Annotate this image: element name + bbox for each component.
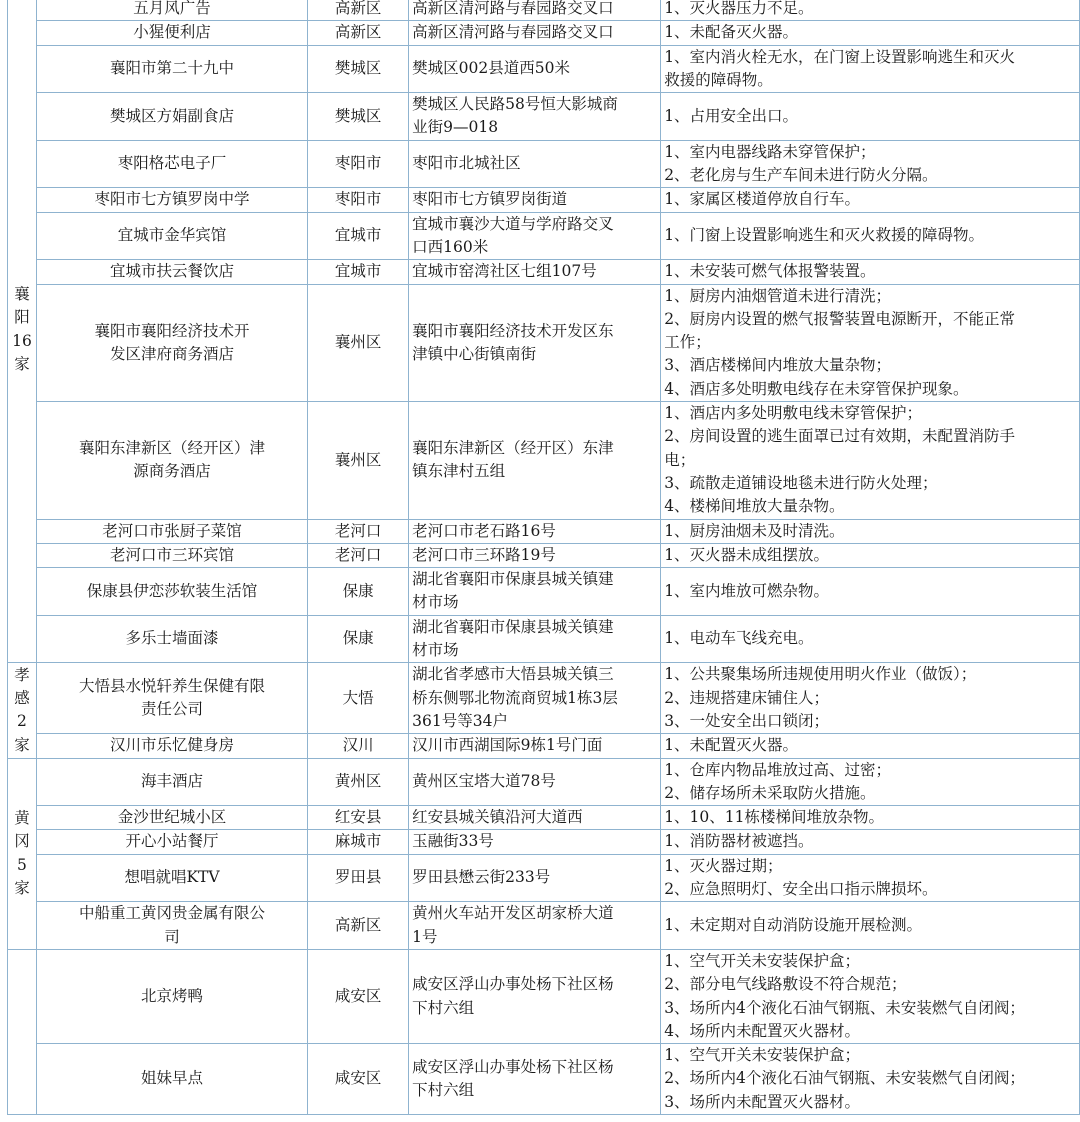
unit-name-cell-line: 老河口市三环宾馆 [110,545,235,564]
address-cell-line: 湖北省孝感市大悟县城关镇三 [412,665,614,684]
address-cell-line: 镇东津村五组 [412,462,506,481]
issues-cell-line: 1、灭火器压力不足。 [664,0,814,17]
district-cell: 麻城市 [308,830,409,854]
unit-name-cell [36,949,307,1043]
region-label-char: 冈 [14,832,30,851]
address-cell-line: 玉融街33号 [412,832,494,851]
issues-cell-line: 1、灭火器过期； [664,856,783,875]
address-cell [409,21,661,45]
unit-name-cell [36,1044,307,1115]
issues-cell [661,212,1080,260]
unit-name-cell [36,93,307,141]
table-row [8,806,1080,830]
address-cell [409,758,661,806]
address-cell-line: 襄阳市襄阳经济技术开发区东 [412,321,614,340]
issues-cell [661,902,1080,950]
unit-name-cell-line: 发区津府商务酒店 [110,344,235,363]
region-group-label [8,758,37,949]
unit-name-cell-line: 宜城市金华宾馆 [117,226,227,245]
address-cell-line: 口西160米 [412,237,489,256]
unit-name-cell [36,734,307,758]
unit-name-cell [36,188,307,212]
issues-cell-line: 1、酒店内多处明敷电线未穿管保护； [664,404,923,423]
issues-cell-line: 2、违规搭建床铺住人； [664,688,830,707]
district-cell: 宜城市 [308,260,409,284]
issues-cell-line: 1、未安装可燃气体报警装置。 [664,262,876,281]
district-cell: 高新区 [308,0,409,21]
issues-cell [661,734,1080,758]
district-cell: 汉川 [308,734,409,758]
unit-name-cell-line: 源商务酒店 [133,462,211,481]
issues-cell [661,188,1080,212]
unit-name-cell-line: 小猩便利店 [133,23,211,42]
issues-cell [661,854,1080,902]
address-cell [409,188,661,212]
issues-cell [661,93,1080,141]
address-cell [409,949,661,1043]
issues-cell-line: 1、消防器材被遮挡。 [664,832,814,851]
issues-cell-line: 1、电动车飞线充电。 [664,629,814,648]
issues-cell-line: 1、室内电器线路未穿管保护； [664,142,876,161]
issues-cell [661,140,1080,188]
issues-cell-line: 2、老化房与生产车间未进行防火分隔。 [664,166,938,185]
address-cell [409,402,661,520]
region-label-char: 孝 [14,665,30,684]
table-row [8,140,1080,188]
unit-name-cell [36,519,307,543]
address-cell [409,212,661,260]
district-cell: 黄州区 [308,758,409,806]
issues-cell [661,519,1080,543]
unit-name-cell-line: 开心小站餐厅 [125,832,219,851]
district-cell: 大悟 [308,663,409,734]
issues-cell [661,758,1080,806]
address-cell [409,45,661,93]
address-cell-line: 咸安区浮山办事处杨下社区杨 [412,1057,614,1076]
issues-cell [661,260,1080,284]
issues-cell-line: 1、门窗上设置影响逃生和灭火救援的障碍物。 [664,226,985,245]
unit-name-cell [36,758,307,806]
region-group-label [8,663,37,758]
unit-name-cell-line: 樊城区方娟副食店 [110,106,235,125]
unit-name-cell [36,21,307,45]
unit-name-cell [36,543,307,567]
issues-cell-line: 1、占用安全出口。 [664,106,799,125]
issues-cell-line: 1、厨房油烟未及时清洗。 [664,521,845,540]
district-cell: 高新区 [308,902,409,950]
issues-cell [661,949,1080,1043]
issues-cell-line: 1、未配置灭火器。 [664,736,799,755]
issues-cell-line: 2、房间设置的逃生面罩已过有效期，未配置消防手 [664,427,1016,446]
district-cell: 枣阳市 [308,188,409,212]
table-row [8,402,1080,520]
issues-cell-line: 1、未配备灭火器。 [664,23,799,42]
issues-cell-line: 3、酒店楼梯间内堆放大量杂物； [664,356,892,375]
table-row [8,21,1080,45]
table-row [8,854,1080,902]
table-row [8,543,1080,567]
table-row [8,188,1080,212]
address-cell-line: 襄阳东津新区（经开区）东津 [412,439,614,458]
unit-name-cell [36,830,307,854]
table-row [8,212,1080,260]
district-cell: 红安县 [308,806,409,830]
address-cell [409,140,661,188]
issues-cell-line: 1、空气开关未安装保护盒； [664,1046,861,1065]
issues-cell-line: 2、储存场所未采取防火措施。 [664,783,876,802]
address-cell [409,260,661,284]
district-cell: 咸安区 [308,949,409,1043]
district-cell: 老河口 [308,519,409,543]
issues-cell-line: 1、仓库内物品堆放过高、过密； [664,760,892,779]
district-cell: 老河口 [308,543,409,567]
issues-cell-line: 1、灭火器未成组摆放。 [664,545,830,564]
issues-cell-line: 2、厨房内设置的燃气报警装置电源断开，不能正常 [664,309,1016,328]
unit-name-cell [36,854,307,902]
issues-cell-line: 1、家属区楼道停放自行车。 [664,190,861,209]
address-cell-line: 枣阳市北城社区 [412,154,521,173]
issues-cell [661,284,1080,402]
issues-cell [661,615,1080,663]
district-cell: 保康 [308,615,409,663]
table-row [8,663,1080,734]
table-row [8,260,1080,284]
unit-name-cell-line: 汉川市乐忆健身房 [110,736,235,755]
address-cell [409,663,661,734]
unit-name-cell-line: 枣阳市七方镇罗岗中学 [94,190,250,209]
address-cell [409,568,661,616]
region-group-label [8,949,37,1114]
issues-cell [661,568,1080,616]
issues-cell-line: 4、酒店多处明敷电线存在未穿管保护现象。 [664,379,969,398]
unit-name-cell-line: 枣阳格芯电子厂 [117,154,227,173]
issues-cell-line: 2、场所内4个液化石油气钢瓶、未安装燃气自闭阀； [664,1069,1025,1088]
address-cell-line: 汉川市西湖国际9栋1号门面 [412,736,603,755]
issues-cell-line: 2、部分电气线路敷设不符合规范； [664,975,907,994]
table-row [8,1044,1080,1115]
issues-cell [661,1044,1080,1115]
address-cell [409,806,661,830]
address-cell-line: 樊城区002县道西50米 [412,59,570,78]
unit-name-cell-line: 想唱就唱KTV [124,868,220,887]
address-cell-line: 湖北省襄阳市保康县城关镇建 [412,570,614,589]
table-row [8,284,1080,402]
address-cell [409,830,661,854]
issues-cell [661,806,1080,830]
district-cell: 罗田县 [308,854,409,902]
address-cell-line: 材市场 [412,593,459,612]
district-cell: 枣阳市 [308,140,409,188]
address-cell-line: 下村六组 [412,1081,475,1100]
district-cell: 高新区 [308,21,409,45]
unit-name-cell-line: 海丰酒店 [141,772,204,791]
region-label-char: 2 [17,712,27,731]
unit-name-cell [36,45,307,93]
region-label-char: 阳 [14,308,30,327]
district-cell: 咸安区 [308,1044,409,1115]
district-cell: 樊城区 [308,45,409,93]
address-cell-line: 黄州区宝塔大道78号 [412,772,556,791]
region-label-char: 5 [17,855,27,874]
table-row [8,615,1080,663]
address-cell-line: 罗田县懋云街233号 [412,868,551,887]
table-row [8,519,1080,543]
table-row [8,568,1080,616]
issues-cell [661,402,1080,520]
address-cell [409,284,661,402]
issues-cell-line: 工作； [664,333,711,352]
region-label-char: 家 [14,735,30,754]
issues-cell-line: 1、室内消火栓无水，在门窗上设置影响逃生和灭火 [664,47,1016,66]
issues-cell-line: 救援的障碍物。 [664,70,773,89]
address-cell-line: 黄州火车站开发区胡家桥大道 [412,904,614,923]
district-cell: 保康 [308,568,409,616]
address-cell-line: 红安县城关镇沿河大道西 [412,808,583,827]
unit-name-cell-line: 姐妹早点 [141,1069,204,1088]
address-cell-line: 桥东侧鄂北物流商贸城1栋3层 [412,688,618,707]
issues-cell-line: 电； [664,450,696,469]
address-cell-line: 材市场 [412,641,459,660]
unit-name-cell-line: 中船重工黄冈贵金属有限公 [79,904,266,923]
issues-cell-line: 1、10、11栋楼梯间堆放杂物。 [664,808,884,827]
table-row [8,949,1080,1043]
region-label-char: 家 [14,354,30,373]
address-cell-line: 樊城区人民路58号恒大影城商 [412,95,618,114]
issues-cell-line: 1、未定期对自动消防设施开展检测。 [664,915,923,934]
region-label-char: 感 [14,689,30,708]
region-group-label [8,0,37,663]
unit-name-cell-line: 保康县伊恋莎软装生活馆 [86,581,258,600]
issues-cell-line: 4、楼梯间堆放大量杂物。 [664,497,845,516]
table-row [8,45,1080,93]
unit-name-cell-line: 襄阳市第二十九中 [110,59,235,78]
region-label-char: 黄 [14,809,30,828]
unit-name-cell-line: 金沙世纪城小区 [117,808,227,827]
address-cell-line: 下村六组 [412,998,475,1017]
issues-cell [661,830,1080,854]
issues-cell-line: 3、场所内4个液化石油气钢瓶、未安装燃气自闭阀； [664,998,1025,1017]
address-cell-line: 宜城市窑湾社区七组107号 [412,262,597,281]
unit-name-cell-line: 责任公司 [141,700,204,719]
region-label-char: 16 [12,331,32,350]
issues-cell [661,21,1080,45]
issues-cell [661,45,1080,93]
unit-name-cell [36,615,307,663]
address-cell-line: 枣阳市七方镇罗岗街道 [412,190,568,209]
table-row [8,0,1080,21]
unit-name-cell-line: 五月风广告 [133,0,211,17]
address-cell-line: 老河口市老石路16号 [412,521,556,540]
address-cell-line: 湖北省襄阳市保康县城关镇建 [412,617,614,636]
unit-name-cell-line: 襄阳市襄阳经济技术开 [94,321,250,340]
unit-name-cell-line: 襄阳东津新区（经开区）津 [79,439,266,458]
address-cell [409,543,661,567]
unit-name-cell [36,663,307,734]
issues-cell [661,0,1080,21]
address-cell [409,519,661,543]
district-cell: 宜城市 [308,212,409,260]
address-cell-line: 361号等34户 [412,711,508,730]
unit-name-cell-line: 司 [164,927,180,946]
issues-cell-line: 1、厨房内油烟管道未进行清洗； [664,286,892,305]
unit-name-cell-line: 大悟县水悦轩养生保健有限 [79,676,266,695]
inspection-table [7,0,1080,1115]
address-cell [409,93,661,141]
unit-name-cell [36,806,307,830]
district-cell: 襄州区 [308,402,409,520]
address-cell-line: 宜城市襄沙大道与学府路交叉 [412,214,614,233]
address-cell [409,854,661,902]
issues-cell-line: 2、应急照明灯、安全出口指示牌损坏。 [664,880,938,899]
address-cell-line: 1号 [412,927,438,946]
unit-name-cell-line: 多乐士墙面漆 [125,629,219,648]
issues-cell-line: 3、疏散走道铺设地毯未进行防火处理； [664,473,938,492]
issues-cell-line: 4、场所内未配置灭火器材。 [664,1021,861,1040]
unit-name-cell [36,260,307,284]
address-cell-line: 高新区清河路与春园路交叉口 [412,23,614,42]
address-cell-line: 业街9—018 [412,118,499,137]
unit-name-cell-line: 宜城市扶云餐饮店 [110,262,235,281]
table-row [8,758,1080,806]
address-cell [409,0,661,21]
region-label-char: 襄 [14,285,30,304]
district-cell: 樊城区 [308,93,409,141]
address-cell-line: 老河口市三环路19号 [412,545,556,564]
address-cell [409,1044,661,1115]
address-cell [409,615,661,663]
district-cell: 襄州区 [308,284,409,402]
unit-name-cell [36,0,307,21]
address-cell-line: 咸安区浮山办事处杨下社区杨 [412,975,614,994]
issues-cell-line: 1、空气开关未安装保护盒； [664,951,861,970]
table-row [8,830,1080,854]
issues-cell [661,543,1080,567]
unit-name-cell [36,402,307,520]
address-cell-line: 津镇中心街镇南街 [412,344,537,363]
issues-cell-line: 3、场所内未配置灭火器材。 [664,1092,861,1111]
issues-cell [661,663,1080,734]
table-row [8,734,1080,758]
address-cell [409,734,661,758]
issues-cell-line: 1、公共聚集场所违规使用明火作业（做饭）； [664,665,977,684]
unit-name-cell [36,212,307,260]
issues-cell-line: 1、室内堆放可燃杂物。 [664,581,830,600]
unit-name-cell-line: 老河口市张厨子菜馆 [102,521,242,540]
table-row [8,93,1080,141]
unit-name-cell [36,284,307,402]
address-cell [409,902,661,950]
unit-name-cell [36,902,307,950]
unit-name-cell [36,568,307,616]
issues-cell-line: 3、一处安全出口锁闭； [664,711,830,730]
table-row [8,902,1080,950]
region-label-char: 家 [14,879,30,898]
address-cell-line: 高新区清河路与春园路交叉口 [412,0,614,17]
unit-name-cell [36,140,307,188]
unit-name-cell-line: 北京烤鸭 [141,986,204,1005]
